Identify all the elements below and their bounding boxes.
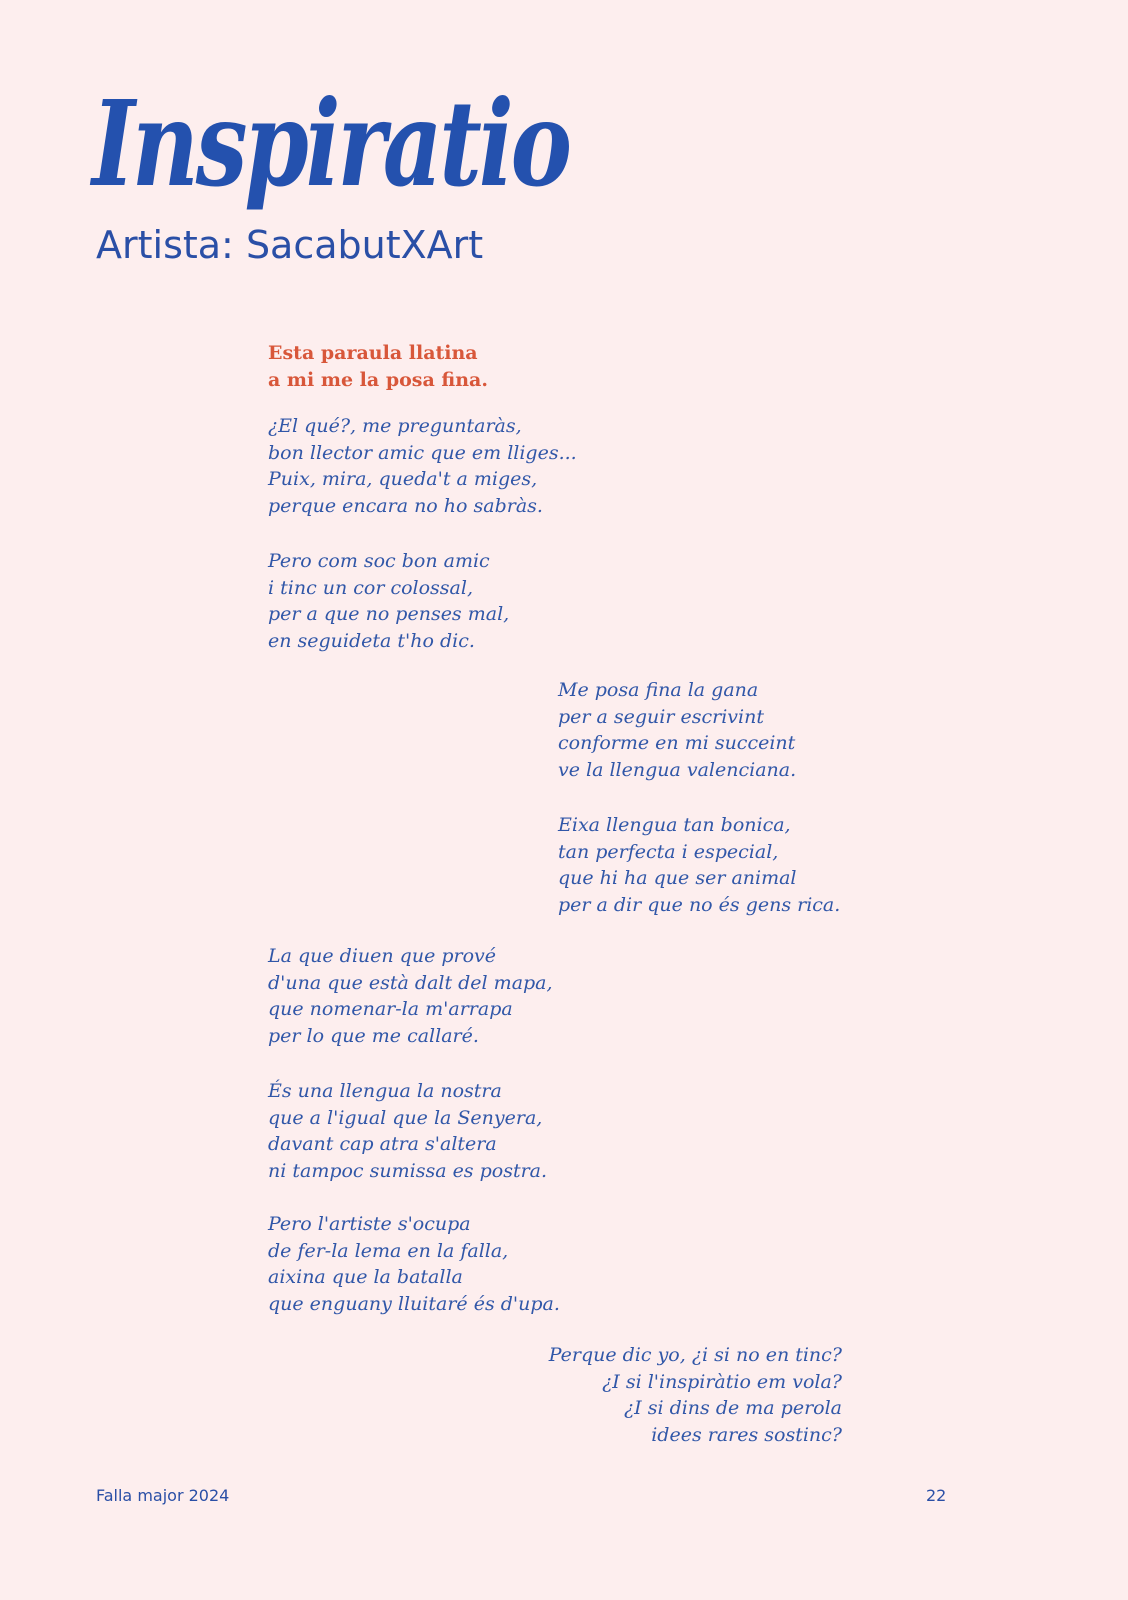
poem-line: Eixa llengua tan bonica, [558,814,791,836]
poem-line: La que diuen que prové [268,945,497,967]
poem-stanza-5 [268,943,553,1049]
poem-stanza-8 [520,1342,842,1448]
artist-subtitle: Artista: SacabutXArt [96,223,484,267]
poem-line: ni tampoc sumissa es postra. [268,1159,548,1182]
poem-line: per a que no penses mal, [268,603,510,626]
poem-line: per a seguir escrivint [558,705,764,728]
poem-line: en seguideta t'ho dic. [268,629,475,652]
poem-line: És una llengua la nostra [268,1080,502,1102]
poem-stanza-4 [558,812,840,918]
poem-line: per lo que me callaré. [268,1024,479,1047]
poem-stanza-1 [268,413,577,519]
poem-line: i tinc un cor colossal, [268,576,474,599]
poem-stanza-3 [558,677,796,783]
poem-line: que nomenar-la m'arrapa [268,998,513,1021]
poem-line: ve la llengua valenciana. [558,758,797,781]
poem-line: perque encara no ho sabràs. [268,494,543,517]
poem-line: Perque dic yo, ¿i si no en tinc? [548,1344,842,1366]
poem-line: tan perfecta i especial, [558,840,779,863]
poem-line: ¿El qué?, me preguntaràs, [268,415,522,437]
poem-line: Me posa fina la gana [558,679,759,701]
poem-line: idees rares sostinc? [651,1423,842,1446]
poem-line: Puix, mira, queda't a miges, [268,468,538,491]
poem-line: per a dir que no és gens rica. [558,893,841,916]
poem-intro [268,340,488,393]
poem-line: que enguany lluitaré és d'upa. [268,1292,560,1315]
poem-line: conforme en mi succeint [558,732,796,755]
poem-line: a mi me la posa fina. [268,368,488,391]
poem-line: ¿I si l'inspiràtio em vola? [602,1370,842,1393]
poem-line: Pero l'artiste s'ocupa [268,1213,471,1235]
poem-line: aixina que la batalla [268,1266,463,1289]
poem-stanza-7 [268,1211,560,1317]
page-number: 22 [926,1486,947,1505]
poem-line: d'una que està dalt del mapa, [268,971,553,994]
poem-stanza-2 [268,548,509,654]
poem-line: Esta paraula llatina [268,342,478,364]
poem-line: ¿I si dins de ma perola [623,1397,842,1420]
poem-line: bon llector amic que em lliges... [268,441,577,464]
poem-line: que a l'igual que la Senyera, [268,1106,543,1129]
poem-line: que hi ha que ser animal [558,867,797,890]
poem-line: davant cap atra s'altera [268,1133,497,1156]
poem-line: de fer-la lema en la falla, [268,1239,509,1262]
poem-line: Pero com soc bon amic [268,550,490,572]
footer-publication: Falla major 2024 [96,1486,230,1505]
page-title: Inspiratio [92,74,569,213]
poem-stanza-6 [268,1078,547,1184]
